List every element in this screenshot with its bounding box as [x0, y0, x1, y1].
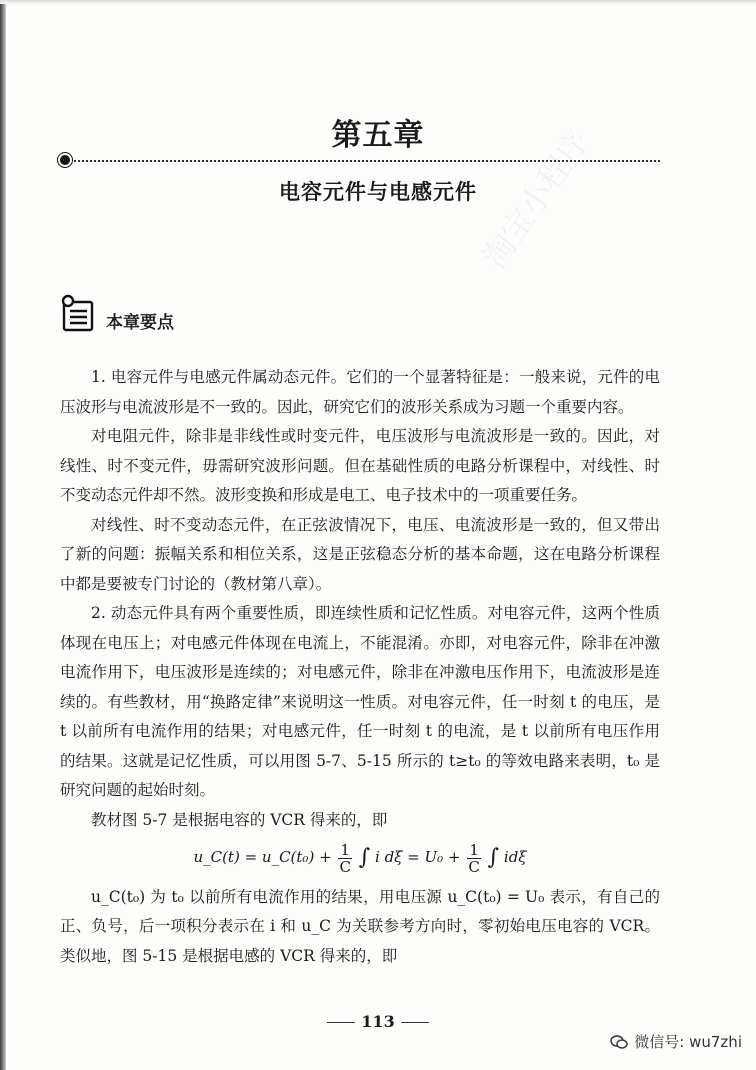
page-number: [0, 1012, 756, 1031]
background-watermark: 淘宝小程序: [474, 122, 598, 276]
fraction-denominator: C: [468, 857, 480, 876]
formula-term: idξ: [503, 848, 527, 866]
fraction-numerator: 1: [340, 840, 350, 859]
paragraph: 对电阻元件，除非是非线性或时变元件，电压波形与电流波形是一致的。因此，对线性、时不变元件，毋需研究波形问题。但在基础性质的电路分析课程中，对线性、时不变动态元件却不然。波形变换和形成是电工、电子技术中的一项重要任务。: [60, 427, 660, 504]
wechat-watermark: [610, 1031, 742, 1052]
integral-sign: ∫: [358, 845, 371, 870]
bullet-dot-icon: [60, 155, 70, 165]
page-top-shadow: [0, 0, 756, 4]
chapter-divider: [60, 154, 660, 168]
section-label: 本章要点: [106, 313, 174, 333]
page-edge-shadow: [0, 0, 6, 1070]
formula-lhs: u_C(t) = u_C(t₀) +: [193, 848, 332, 866]
fraction-numerator: 1: [469, 840, 479, 859]
formula-term: i dξ = U₀ +: [375, 848, 461, 866]
fraction: [338, 842, 352, 875]
fraction-denominator: C: [339, 857, 351, 876]
notes-icon: [60, 294, 94, 332]
fraction: [467, 842, 481, 875]
wechat-icon: [610, 1035, 628, 1049]
page-number-text: 113: [361, 1012, 395, 1031]
paragraph: 教材图 5-7 是根据电容的 VCR 得来的，即: [91, 810, 388, 829]
wechat-id: 微信号: wu7zhi: [634, 1033, 742, 1051]
body-text: [60, 363, 660, 971]
chapter-title: 第五章: [331, 118, 425, 153]
capacitor-vcr-formula: [60, 841, 660, 875]
page-number-dash: [401, 1022, 429, 1023]
paragraph: u_C(t₀) 为 t₀ 以前所有电流作用的结果，用电压源 u_C(t₀) = U₀ 表示，有自己的正、负号，后一项积分表示在 i 和 u_C 为关联参考方向时，零初始电压电容的 VCR。类似地，图 5-15 是根据电感的 VCR 得来的，即: [60, 887, 660, 965]
page-number-dash: [327, 1022, 355, 1023]
paragraph: 1. 电容元件与电感元件属动态元件。它们的一个显著特征是：一般来说，元件的电压波形与电流波形是不一致的。因此，研究它们的波形关系成为习题一个重要内容。: [60, 368, 660, 416]
paragraph: 对线性、时不变动态元件，在正弦波情况下，电压、电流波形是一致的，但又带出了新的问题：振幅关系和相位关系，这是正弦稳态分析的基本命题，这在电路分析课程中都是要被专门讨论的（教材第八章）。: [60, 515, 660, 593]
paragraph: 2. 动态元件具有两个重要性质，即连续性质和记忆性质。对电容元件，这两个性质体现在电压上；对电感元件体现在电流上，不能混淆。亦即，对电容元件，除非在冲激电流作用下，电压波形是连续的；对电感元件，除非在冲激电压作用下，电流波形是连续的。有些教材，用“换路定律”来说明这一性质。对电容元件，任一时刻 t 的电压，是 t 以前所有电流作用的结果；对电感元件，任一时刻 t 的电流，是 t 以前所有电压作用的结果。这就是记忆性质，可以用图 5-7、5-15 所示的 t≥t₀ 的等效电路来表明，t₀ 是研究问题的起始时刻。: [60, 604, 660, 799]
dotted-rule: [74, 160, 660, 162]
integral-sign: ∫: [487, 845, 500, 870]
chapter-subtitle: 电容元件与电感元件: [279, 180, 477, 204]
